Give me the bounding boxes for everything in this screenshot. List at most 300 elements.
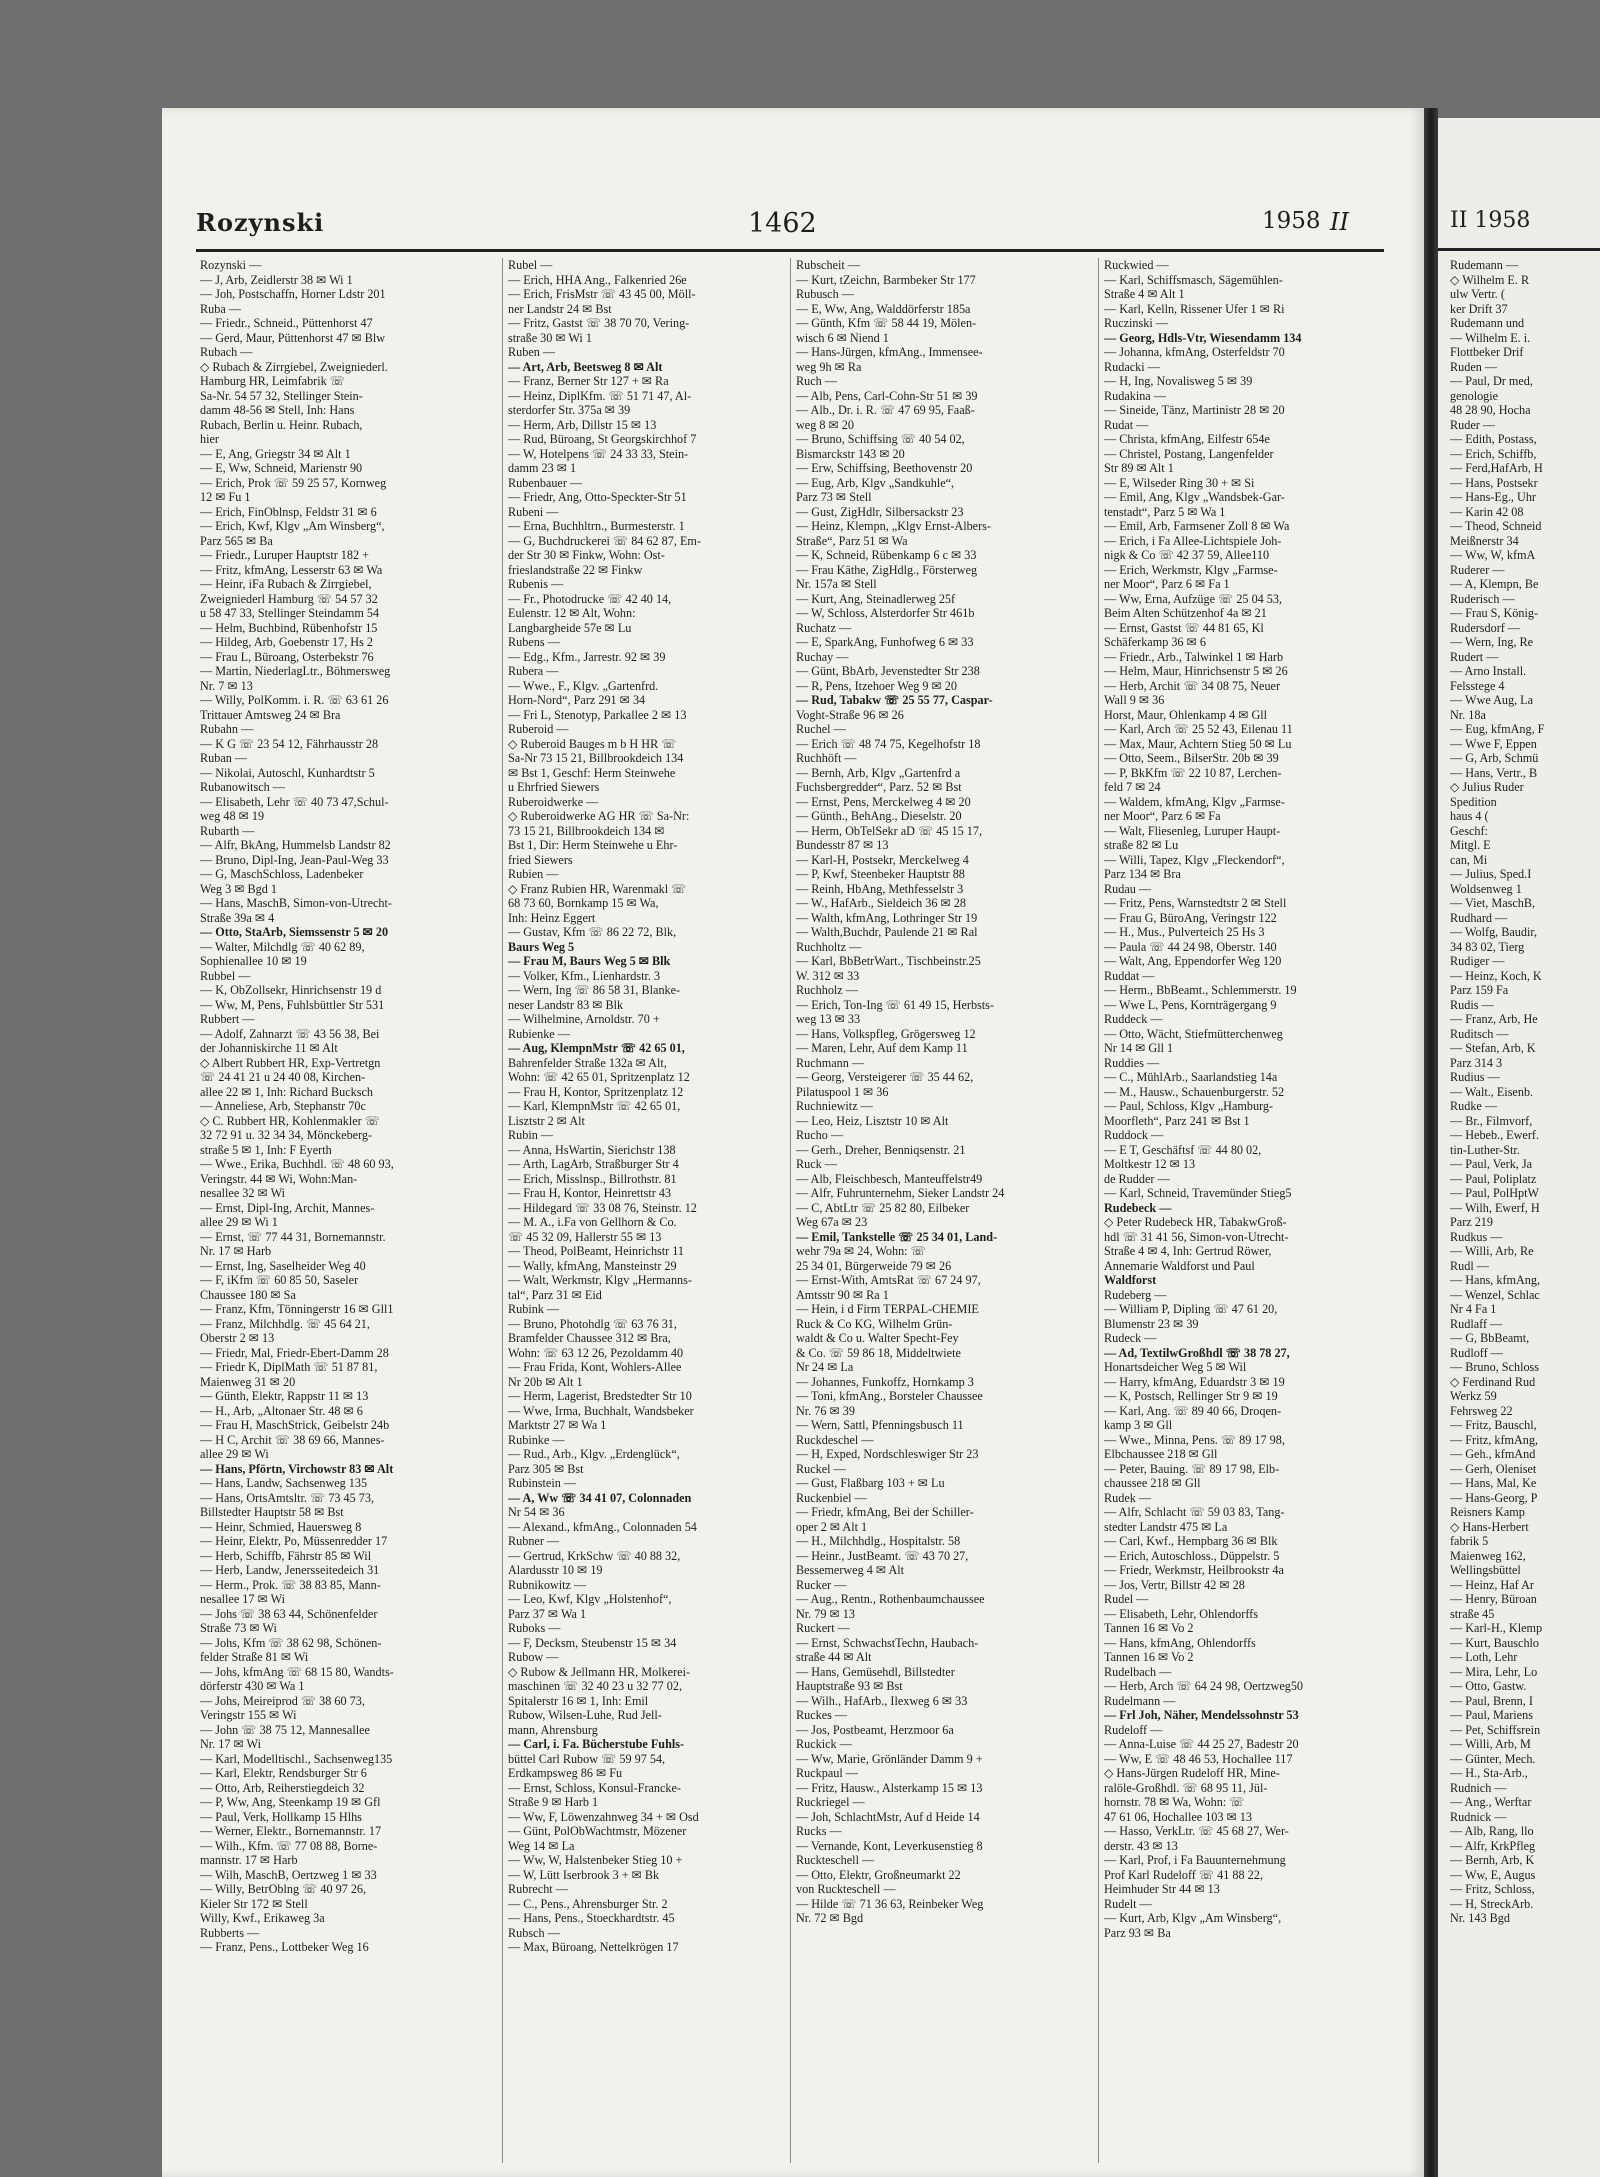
directory-entry-line: — Werner, Elektr., Bornemannstr. 17 xyxy=(200,1824,382,1838)
directory-entry-line: Veringstr 155 ✉ Wi xyxy=(200,1708,297,1722)
adjacent-entry-line: — Fritz, Schloss, xyxy=(1450,1882,1535,1896)
directory-entry-line: Nr. 7 ✉ 13 xyxy=(200,678,253,693)
directory-entry-line: Ruboks — xyxy=(508,1621,561,1635)
directory-entry-line: — E, Ww, Schneid, Marienstr 90 xyxy=(200,461,363,475)
adjacent-entry-line: — Alb, Rang, llo xyxy=(1450,1824,1534,1838)
directory-entry-line: — H., Mus., Pulverteich 25 Hs 3 xyxy=(1104,925,1265,939)
directory-entry-line: — G, Buchdruckerei ☏ 84 62 87, Em- xyxy=(508,533,701,548)
directory-entry-line: Nr. 157a ✉ Stell xyxy=(796,577,877,591)
adjacent-entry-line: — Paul, Dr med, xyxy=(1450,374,1533,388)
adjacent-entry-line: Rudius — xyxy=(1450,1070,1500,1084)
directory-entry-line: ner Landstr 24 ✉ Bst xyxy=(508,301,612,316)
directory-entry-line: — Johs, Kfm ☏ 38 62 98, Schönen- xyxy=(200,1635,382,1650)
directory-entry-line: — Fritz, kfmAng, Lesserstr 63 ✉ Wa xyxy=(200,562,383,577)
directory-entry-line: — Emil, Tankstelle ☏ 25 34 01, Land- xyxy=(796,1229,998,1244)
directory-entry-line: Rubusch — xyxy=(796,287,854,301)
directory-entry-line: Rubach — xyxy=(200,345,253,359)
directory-entry-line: — Ernst, Pens, Merckelweg 4 ✉ 20 xyxy=(796,794,971,809)
directory-entry-line: Trittauer Amtsweg 24 ✉ Bra xyxy=(200,707,341,722)
directory-entry-line: — Heinr, Elektr, Po, Müssenredder 17 xyxy=(200,1534,388,1548)
directory-entry-line: — Wwe., Erika, Buchhdl. ☏ 48 60 93, xyxy=(200,1157,394,1171)
directory-entry-line: weg 48 ✉ 19 xyxy=(200,809,265,823)
directory-entry-line: & Co. ☏ 59 86 18, Middeltwiete xyxy=(796,1345,961,1360)
directory-entry-line: — Frau M, Baurs Weg 5 ✉ Blk xyxy=(508,954,671,968)
directory-entry-line: Ruchholz — xyxy=(796,983,858,997)
directory-entry-line: Nr. 76 ✉ 39 xyxy=(796,1403,855,1418)
column-divider xyxy=(502,258,503,2163)
directory-entry-line: — Otto, Wächt, Stiefmütterchenweg xyxy=(1104,1026,1283,1041)
directory-entry-line: — Franz, Milchhdlg. ☏ 45 64 21, xyxy=(200,1316,370,1331)
adjacent-entry-line: — Henry, Büroan xyxy=(1450,1592,1537,1606)
directory-entry-line: Ruchatz — xyxy=(796,620,852,635)
directory-entry-line: — Eug, Arb, Klgv „Sandkuhle“, xyxy=(796,475,955,490)
directory-entry-line: — Ww, Erna, Aufzüge ☏ 25 04 53, xyxy=(1104,591,1283,606)
directory-entry-line: — Willy, BetrOblng ☏ 40 97 26, xyxy=(200,1882,367,1896)
directory-entry-line: — Arth, LagArb, Straßburger Str 4 xyxy=(508,1157,679,1171)
adjacent-entry-line: Ruderisch — xyxy=(1450,591,1515,606)
directory-entry-line: — Rud, Tabakw ☏ 25 55 77, Caspar- xyxy=(796,693,993,707)
directory-entry-line: Ruckes — xyxy=(796,1708,848,1722)
adjacent-entry-line: — Alfr, KrkPfleg xyxy=(1450,1838,1536,1853)
directory-entry-line: Rubinstein — xyxy=(508,1476,577,1490)
adjacent-entry-line: — Geh., kfmAnd xyxy=(1450,1447,1536,1461)
directory-entry-line: weg 13 ✉ 33 xyxy=(796,1012,861,1026)
directory-entry-line: dörferstr 430 ✉ Wa 1 xyxy=(200,1679,305,1693)
directory-entry-line: Rubenbauer — xyxy=(508,475,583,490)
directory-entry-line: 25 34 01, Bürgerweide 79 ✉ 26 xyxy=(796,1258,952,1273)
directory-entry-line: — Paul, Schloss, Klgv „Hamburg- xyxy=(1104,1099,1274,1113)
column-divider xyxy=(1098,258,1099,2163)
directory-entry-line: Rudek — xyxy=(1104,1490,1152,1505)
directory-entry-line: Nr 54 ✉ 36 xyxy=(508,1505,565,1519)
directory-entry-line: Ruddock — xyxy=(1104,1128,1164,1142)
directory-entry-line: Parz 93 ✉ Ba xyxy=(1104,1925,1171,1940)
directory-entry-line: — Bruno, Schiffsing ☏ 40 54 02, xyxy=(796,432,965,446)
directory-column-2 xyxy=(508,258,766,2168)
adjacent-entry-line: — Mira, Lehr, Lo xyxy=(1450,1664,1538,1679)
adjacent-entry-line: — Paul, PolHptW xyxy=(1450,1186,1540,1200)
directory-entry-line: mann, Ahrensburg xyxy=(508,1722,598,1737)
directory-entry-line: — Ernst, Dipl-Ing, Archit, Mannes- xyxy=(200,1200,375,1215)
directory-entry-line: Ruban — xyxy=(200,751,248,765)
directory-entry-line: Rudel — xyxy=(1104,1592,1149,1606)
directory-entry-line: — Ww, M, Pens, Fuhlsbüttler Str 531 xyxy=(200,997,385,1012)
directory-entry-line: — Georg, Versteigerer ☏ 35 44 62, xyxy=(796,1070,974,1084)
directory-entry-line: Parz 73 ✉ Stell xyxy=(796,490,872,504)
directory-entry-line: — Ad, TextilwGroßhdl ☏ 38 78 27, xyxy=(1104,1345,1290,1360)
directory-entry-line: — Hans, Gemüsehdl, Billstedter xyxy=(796,1664,955,1679)
directory-entry-line: Alardusstr 10 ✉ 19 xyxy=(508,1563,603,1577)
directory-entry-line: — Herb, Schiffb, Fährstr 85 ✉ Wil xyxy=(200,1548,372,1563)
directory-entry-line: Chaussee 180 ✉ Sa xyxy=(200,1287,296,1302)
directory-entry-line: Rubach, Berlin u. Heinr. Rubach, xyxy=(200,417,363,432)
adjacent-entry-line: — A, Klempn, Be xyxy=(1450,577,1539,591)
directory-entry-line: Erdkampsweg 86 ✉ Fu xyxy=(508,1766,623,1780)
adjacent-entry-line: — Wwe F, Eppen xyxy=(1450,736,1537,751)
directory-entry-line: waldt & Co u. Walter Specht-Fey xyxy=(796,1331,959,1345)
directory-entry-line: — Johs, kfmAng ☏ 68 15 80, Wandts- xyxy=(200,1664,394,1679)
directory-entry-line: — Anna-Luise ☏ 44 25 27, Badestr 20 xyxy=(1104,1737,1299,1751)
directory-entry-line: — Maren, Lehr, Auf dem Kamp 11 xyxy=(796,1041,968,1055)
directory-entry-line: — Willi, Tapez, Klgv „Fleckendorf“, xyxy=(1104,852,1285,867)
directory-entry-line: der Johanniskirche 11 ✉ Alt xyxy=(200,1041,338,1055)
directory-entry-line: Elbchaussee 218 ✉ Gll xyxy=(1104,1447,1218,1461)
adjacent-entry-line: ◇ Julius Ruder xyxy=(1450,780,1524,794)
directory-entry-line: Rubera — xyxy=(508,664,559,678)
directory-entry-line: Schäferkamp 36 ✉ 6 xyxy=(1104,635,1206,649)
directory-entry-line: de Rudder — xyxy=(1104,1171,1170,1186)
adjacent-entry-line: — Willi, Arb, M xyxy=(1450,1737,1531,1751)
adjacent-entry-line: — Paul, Brenn, I xyxy=(1450,1693,1533,1708)
directory-entry-line: Bahrenfelder Straße 132a ✉ Alt, xyxy=(508,1055,667,1070)
directory-entry-line: — Erich, Prok ☏ 59 25 57, Kornweg xyxy=(200,475,387,490)
book-gutter xyxy=(1424,108,1438,2177)
directory-entry-line: — Karl, KlempnMstr ☏ 42 65 01, xyxy=(508,1099,681,1113)
directory-entry-line: — Karl, Arch ☏ 25 52 43, Eilenau 11 xyxy=(1104,722,1293,736)
adjacent-entry-line: — Ang., Werftar xyxy=(1450,1795,1532,1809)
directory-entry-line: weg 8 ✉ 20 xyxy=(796,417,854,432)
directory-entry-line: hornstr. 78 ✉ Wa, Wohn: ☏ xyxy=(1104,1795,1245,1809)
directory-entry-line: — Jos, Postbeamt, Herzmoor 6a xyxy=(796,1722,954,1737)
directory-entry-line: maschinen ☏ 32 40 23 u 32 77 02, xyxy=(508,1679,682,1693)
directory-entry-line: Blumenstr 23 ✉ 39 xyxy=(1104,1316,1199,1331)
directory-entry-line: 32 72 91 u. 32 34 34, Mönckeberg- xyxy=(200,1128,373,1142)
directory-entry-line: Straße 73 ✉ Wi xyxy=(200,1621,277,1635)
directory-entry-line: — Erna, Buchhltrn., Burmesterstr. 1 xyxy=(508,519,685,533)
directory-entry-line: — Herb, Arch ☏ 64 24 98, Oertzweg50 xyxy=(1104,1679,1304,1693)
directory-entry-line: — Leo, Heiz, Lisztstr 10 ✉ Alt xyxy=(796,1113,949,1128)
directory-entry-line: — Günth, Kfm ☏ 58 44 19, Mölen- xyxy=(796,316,977,330)
directory-entry-line: Weg 14 ✉ La xyxy=(508,1838,575,1853)
directory-entry-line: Parz 565 ✉ Ba xyxy=(200,533,273,548)
directory-entry-line: Rubner — xyxy=(508,1534,560,1548)
directory-entry-line: Rubink — xyxy=(508,1302,560,1316)
directory-entry-line: Moorfleth“, Parz 241 ✉ Bst 1 xyxy=(1104,1113,1250,1128)
directory-entry-line: Rubinke — xyxy=(508,1432,565,1447)
adjacent-entry-line: Rudhard — xyxy=(1450,910,1508,925)
directory-entry-line: — Wwe L, Pens, Kornträgergang 9 xyxy=(1104,997,1277,1012)
directory-entry-line: Rubberts — xyxy=(200,1925,260,1940)
adjacent-entry-line: Nr 4 Fa 1 xyxy=(1450,1302,1497,1316)
adjacent-entry-line: — Loth, Lehr xyxy=(1450,1650,1518,1664)
directory-entry-line: — Hein, i d Firm TERPAL-CHEMIE xyxy=(796,1302,979,1316)
directory-entry-line: — Gertrud, KrkSchw ☏ 40 88 32, xyxy=(508,1548,681,1563)
directory-entry-line: — Fr., Photodrucke ☏ 42 40 14, xyxy=(508,591,672,606)
directory-entry-line: — Otto, Seem., BilserStr. 20b ✉ 39 xyxy=(1104,751,1279,765)
directory-entry-line: — Heinr., JustBeamt. ☏ 43 70 27, xyxy=(796,1548,969,1563)
directory-entry-line: Bramfelder Chaussee 312 ✉ Bra, xyxy=(508,1331,671,1345)
directory-entry-line: Bessemerweg 4 ✉ Alt xyxy=(796,1563,905,1577)
directory-entry-line: — G, MaschSchloss, Ladenbeker xyxy=(200,867,364,881)
directory-entry-line: Straße 4 ✉ Alt 1 xyxy=(1104,287,1185,301)
directory-entry-line: — E, SparkAng, Funhofweg 6 ✉ 33 xyxy=(796,635,974,649)
adjacent-entry-line: — Wwe Aug, La xyxy=(1450,693,1534,707)
directory-entry-line: Rudat — xyxy=(1104,417,1149,432)
adjacent-entry-line: — Hans, Mal, Ke xyxy=(1450,1476,1537,1490)
directory-entry-line: Ruckteschell — xyxy=(796,1853,875,1867)
directory-entry-line: Straße 39a ✉ 4 xyxy=(200,910,275,925)
directory-entry-line: — Wilhelmine, Arnoldstr. 70 + xyxy=(508,1012,660,1026)
directory-entry-line: — H, Ing, Novalisweg 5 ✉ 39 xyxy=(1104,374,1253,388)
directory-entry-line: von Ruckteschell — xyxy=(796,1882,896,1896)
directory-entry-line: felder Straße 81 ✉ Wi xyxy=(200,1650,309,1664)
directory-entry-line: — Hans, Landw, Sachsenweg 135 xyxy=(200,1476,368,1490)
directory-entry-line: — Erich, i Fa Allee-Lichtspiele Joh- xyxy=(1104,533,1282,548)
directory-entry-line: Ruckenbiel — xyxy=(796,1490,867,1505)
running-head-year: 1958 xyxy=(1262,208,1321,234)
directory-entry-line: — Alb, Fleischbesch, Manteuffelstr49 xyxy=(796,1171,983,1186)
adjacent-entry-line: — G, BbBeamt, xyxy=(1450,1331,1530,1345)
directory-entry-line: W. 312 ✉ 33 xyxy=(796,968,860,983)
adjacent-entry-line: Parz 314 3 xyxy=(1450,1055,1503,1070)
directory-entry-line: ◇ Hans-Jürgen Rudeloff HR, Mine- xyxy=(1104,1766,1280,1780)
directory-entry-line: Ruddies — xyxy=(1104,1055,1160,1070)
directory-entry-line: Straße“, Parz 51 ✉ Wa xyxy=(796,533,908,548)
directory-entry-line: — Franz, Pens., Lottbeker Weg 16 xyxy=(200,1940,369,1954)
directory-entry-line: — Anna, HsWartin, Sierichstr 138 xyxy=(508,1142,676,1157)
directory-entry-line: — Emil, Ang, Klgv „Wandsbek-Gar- xyxy=(1104,490,1285,504)
directory-entry-line: — Max, Büroang, Nettelkrögen 17 xyxy=(508,1940,679,1954)
directory-entry-line: Voght-Straße 96 ✉ 26 xyxy=(796,707,904,722)
directory-entry-line: Ruddat — xyxy=(1104,968,1155,983)
directory-entry-line: straße 5 ✉ 1, Inh: F Eyerth xyxy=(200,1142,332,1157)
directory-entry-line: Langbargheide 57e ✉ Lu xyxy=(508,620,632,635)
adjacent-entry-line: 48 28 90, Hocha xyxy=(1450,403,1531,417)
adjacent-entry-line: haus 4 ( xyxy=(1450,809,1489,823)
directory-entry-line: — Art, Arb, Beetsweg 8 ✉ Alt xyxy=(508,359,663,374)
directory-entry-line: Fuchsbergredder“, Parz. 52 ✉ Bst xyxy=(796,780,962,794)
directory-entry-line: — Heinr, Schmied, Hauersweg 8 xyxy=(200,1519,362,1534)
adjacent-entry-line: Ruderer — xyxy=(1450,562,1505,577)
directory-entry-line: — Erich, FrisMstr ☏ 43 45 00, Möll- xyxy=(508,287,696,301)
directory-entry-line: — Frau Käthe, ZigHdlg., Försterweg xyxy=(796,562,978,577)
adjacent-entry-line: — Wilh, Ewerf, H xyxy=(1450,1200,1540,1215)
directory-entry-line: ◇ Rubach & Zirrgiebel, Zweigniederl. xyxy=(200,359,388,374)
directory-entry-line: — Fritz, Pens, Warnstedtstr 2 ✉ Stell xyxy=(1104,896,1287,910)
directory-entry-line: — Aug., Rentn., Rothenbaumchaussee xyxy=(796,1592,985,1606)
directory-entry-line: Rubnikowitz — xyxy=(508,1577,587,1592)
directory-entry-line: u 58 47 33, Stellinger Steindamm 54 xyxy=(200,606,380,620)
directory-entry-line: Rudelmann — xyxy=(1104,1693,1176,1708)
directory-entry-line: wisch 6 ✉ Niend 1 xyxy=(796,330,889,345)
directory-entry-line: Str 89 ✉ Alt 1 xyxy=(1104,461,1174,475)
directory-entry-line: Rubien — xyxy=(508,867,559,881)
directory-entry-line: Rudeberg — xyxy=(1104,1287,1167,1302)
directory-entry-line: Marktstr 27 ✉ Wa 1 xyxy=(508,1418,607,1432)
directory-entry-line: Ruckert — xyxy=(796,1621,850,1635)
directory-entry-line: — Christel, Postang, Langenfelder xyxy=(1104,446,1274,461)
adjacent-entry-line: tin-Luther-Str. xyxy=(1450,1142,1520,1157)
directory-entry-line: — Ernst-With, AmtsRat ☏ 67 24 97, xyxy=(796,1273,981,1287)
adjacent-entry-line: Rudemann und xyxy=(1450,316,1525,330)
directory-column-3 xyxy=(796,258,1054,2168)
directory-entry-line: Ruck — xyxy=(796,1157,837,1171)
directory-entry-line: — Walth, kfmAng, Lothringer Str 19 xyxy=(796,910,978,925)
directory-entry-line: kamp 3 ✉ Gll xyxy=(1104,1418,1173,1432)
directory-entry-line: — Frau H, Kontor, Heinrettstr 43 xyxy=(508,1186,672,1200)
directory-entry-line: straße 30 ✉ Wi 1 xyxy=(508,330,592,345)
adjacent-entry-line: Wellingsbüttel xyxy=(1450,1563,1521,1577)
directory-entry-line: — Alfr, BkAng, Hummelsb Landstr 82 xyxy=(200,838,391,852)
directory-entry-line: — Ernst, Ing, Saselheider Weg 40 xyxy=(200,1258,366,1273)
adjacent-entry-line: Parz 219 xyxy=(1450,1215,1493,1229)
directory-entry-line: — Helm, Buchbind, Rübenhofstr 15 xyxy=(200,620,378,635)
running-head-part: II xyxy=(1330,208,1349,236)
adjacent-entry-line: Woldsenweg 1 xyxy=(1450,881,1522,896)
directory-entry-line: — F, iKfm ☏ 60 85 50, Saseler xyxy=(200,1273,359,1287)
directory-entry-line: Rudelt — xyxy=(1104,1896,1152,1911)
directory-entry-line: — Gerd, Maur, Püttenhorst 47 ✉ Blw xyxy=(200,330,386,345)
directory-entry-line: — Kurt, Ang, Steinadlerweg 25f xyxy=(796,591,956,606)
directory-entry-line: Ruckdeschel — xyxy=(796,1432,874,1447)
directory-entry-line: — Günt, BbArb, Jevenstedter Str 238 xyxy=(796,664,980,678)
directory-entry-line: — Walt, Ang, Eppendorfer Weg 120 xyxy=(1104,954,1282,968)
directory-entry-line: — Peter, Bauing. ☏ 89 17 98, Elb- xyxy=(1104,1461,1280,1476)
directory-entry-line: Wohn: ☏ 42 65 01, Spritzenplatz 12 xyxy=(508,1070,690,1084)
directory-entry-line: — Walter, Milchdlg ☏ 40 62 89, xyxy=(200,939,365,954)
directory-entry-line: Ruchay — xyxy=(796,649,849,664)
directory-entry-line: — Wern, Sattl, Pfenningsbusch 11 xyxy=(796,1418,964,1432)
directory-entry-line: 68 73 60, Bornkamp 15 ✉ Wa, xyxy=(508,896,659,910)
directory-entry-line: Parz 37 ✉ Wa 1 xyxy=(508,1606,587,1621)
adjacent-entry-line: — Willi, Arb, Re xyxy=(1450,1244,1534,1258)
directory-entry-line: — Aug, KlempnMstr ☏ 42 65 01, xyxy=(508,1041,685,1055)
directory-entry-line: — A, Ww ☏ 34 41 07, Colonnaden xyxy=(508,1490,692,1505)
directory-entry-line: — Friedr, Werkmstr, Heilbrookstr 4a xyxy=(1104,1563,1284,1577)
adjacent-entry-line: Werkz 59 xyxy=(1450,1389,1497,1403)
directory-entry-line: der Str 30 ✉ Finkw, Wohn: Ost- xyxy=(508,548,665,562)
directory-entry-line: tal“, Parz 31 ✉ Eid xyxy=(508,1287,602,1302)
adjacent-entry-line: Rudloff — xyxy=(1450,1345,1503,1360)
directory-entry-line: — Günth., BehAng., Dieselstr. 20 xyxy=(796,809,962,823)
directory-column-4 xyxy=(1104,258,1362,2168)
directory-entry-line: Hauptstraße 93 ✉ Bst xyxy=(796,1679,903,1693)
directory-entry-line: — Frau Frida, Kont, Wohlers-Allee xyxy=(508,1360,682,1374)
directory-entry-line: — Erich ☏ 48 74 75, Kegelhofstr 18 xyxy=(796,736,981,751)
adjacent-entry-line: can, Mi xyxy=(1450,852,1488,867)
directory-entry-line: — C., Pens., Ahrensburger Str. 2 xyxy=(508,1896,668,1911)
directory-entry-line: Ruckel — xyxy=(796,1461,846,1476)
directory-entry-line: — Erich, Kwf, Klgv „Am Winsberg“, xyxy=(200,519,385,533)
directory-entry-line: — Ernst, SchwachstTechn, Haubach- xyxy=(796,1635,979,1650)
adjacent-entry-line: — Bruno, Schloss xyxy=(1450,1360,1540,1374)
adjacent-entry-line: — Fritz, Bauschl, xyxy=(1450,1418,1537,1432)
directory-entry-line: — Friedr, Ang, Otto-Speckter-Str 51 xyxy=(508,490,687,504)
directory-entry-line: ralöle-Großhdl. ☏ 68 95 11, Jül- xyxy=(1104,1780,1268,1795)
directory-entry-line: — J, Arb, Zeidlerstr 38 ✉ Wi 1 xyxy=(200,272,353,287)
directory-entry-line: — C., MühlArb., Saarlandstieg 14a xyxy=(1104,1070,1278,1084)
directory-entry-line: Annemarie Waldforst und Paul xyxy=(1104,1258,1255,1273)
adjacent-entry-line: Rudke — xyxy=(1450,1099,1498,1113)
directory-entry-line: — Alexand., kfmAng., Colonnaden 54 xyxy=(508,1519,697,1534)
directory-entry-line: fried Siewers xyxy=(508,852,573,867)
adjacent-entry-line: — Heinz, Haf Ar xyxy=(1450,1577,1534,1592)
directory-entry-line: — Erich, Misslnsp., Billrothstr. 81 xyxy=(508,1171,677,1186)
adjacent-entry-line: — Hans-Eg., Uhr xyxy=(1450,490,1536,504)
directory-entry-line: Sa-Nr 73 15 21, Billbrookdeich 134 xyxy=(508,751,684,765)
adjacent-entry-line: — Wenzel, Schlac xyxy=(1450,1287,1540,1302)
directory-entry-line: Rubel — xyxy=(508,258,553,272)
directory-entry-line: Veringstr. 44 ✉ Wi, Wohn:Man- xyxy=(200,1171,358,1186)
header-rule xyxy=(196,249,1384,252)
directory-entry-line: — Bruno, Dipl-Ing, Jean-Paul-Weg 33 xyxy=(200,852,389,867)
directory-entry-line: — Paula ☏ 44 24 98, Oberstr. 140 xyxy=(1104,939,1277,954)
directory-entry-line: Waldforst xyxy=(1104,1273,1157,1287)
directory-entry-line: Rubrecht — xyxy=(508,1882,568,1896)
directory-entry-line: Eulenstr. 12 ✉ Alt, Wohn: xyxy=(508,606,636,620)
directory-entry-line: damm 48-56 ✉ Stell, Inh: Hans xyxy=(200,403,355,417)
adjacent-entry-line: — Ferd,HafArb, H xyxy=(1450,461,1543,475)
adjacent-entry-line: Flottbeker Drif xyxy=(1450,345,1524,359)
directory-entry-line: Rubow, Wilsen-Luhe, Rud Jell- xyxy=(508,1708,662,1722)
directory-entry-line: Ruchhöft — xyxy=(796,751,857,765)
directory-entry-line: — Walth,Buchdr, Paulende 21 ✉ Ral xyxy=(796,925,978,939)
directory-entry-line: 12 ✉ Fu 1 xyxy=(200,490,251,504)
adjacent-entry-line: — Kurt, Bauschlo xyxy=(1450,1635,1540,1650)
directory-entry-line: Pilatuspool 1 ✉ 36 xyxy=(796,1084,889,1099)
adjacent-entry-line: — Bernh, Arb, K xyxy=(1450,1853,1535,1867)
directory-entry-line: — Wilh, MaschB, Oertzweg 1 ✉ 33 xyxy=(200,1867,377,1882)
directory-entry-line: — Karl, Ang. ☏ 89 40 66, Droqen- xyxy=(1104,1403,1282,1418)
adjacent-entry-line: Felsstege 4 xyxy=(1450,678,1505,693)
directory-entry-line: — Wern, Ing ☏ 86 58 31, Blanke- xyxy=(508,983,681,997)
directory-entry-line: — Karl, Kelln, Rissener Ufer 1 ✉ Ri xyxy=(1104,301,1285,316)
directory-entry-line: — Erw, Schiffsing, Beethovenstr 20 xyxy=(796,461,973,475)
directory-entry-line: Ruckwied — xyxy=(1104,258,1169,272)
directory-entry-line: Wall 9 ✉ 36 xyxy=(1104,693,1165,707)
directory-entry-line: — Toni, kfmAng., Borsteler Chaussee xyxy=(796,1389,983,1403)
directory-entry-line: Rudeloff — xyxy=(1104,1722,1163,1737)
adjacent-entry-line: — Hans, Vertr., B xyxy=(1450,765,1538,780)
directory-entry-line: — Ww, W, Halstenbeker Stieg 10 + xyxy=(508,1853,683,1867)
directory-entry-line: Bst 1, Dir: Herm Steinwehe u Ehr- xyxy=(508,838,678,852)
directory-entry-line: weg 9h ✉ Ra xyxy=(796,359,862,374)
directory-entry-line: — Gust, Flaßbarg 103 + ✉ Lu xyxy=(796,1476,945,1490)
adjacent-entry-line: Rudlaff — xyxy=(1450,1316,1503,1331)
page-number: 1462 xyxy=(748,208,817,239)
directory-entry-line: Straße 9 ✉ Harb 1 xyxy=(508,1795,599,1809)
directory-entry-line: — E, Ang, Griegstr 34 ✉ Alt 1 xyxy=(200,446,351,461)
directory-entry-line: hier xyxy=(200,432,219,446)
directory-entry-line: — Max, Maur, Achtern Stieg 50 ✉ Lu xyxy=(1104,736,1292,751)
adjacent-entry-line: Rudis — xyxy=(1450,997,1494,1012)
directory-entry-line: Sophienallee 10 ✉ 19 xyxy=(200,954,307,968)
directory-entry-line: — Joh, SchlachtMstr, Auf d Heide 14 xyxy=(796,1809,980,1824)
directory-entry-line: Nr 14 ✉ Gll 1 xyxy=(1104,1041,1174,1055)
directory-entry-line: — Sineide, Tänz, Martinistr 28 ✉ 20 xyxy=(1104,403,1285,417)
adjacent-entry-line: ◇ Wilhelm E. R xyxy=(1450,272,1530,287)
directory-entry-line: — H., Arb, „Altonaer Str. 48 ✉ 6 xyxy=(200,1403,363,1418)
directory-entry-line: Nr. 17 ✉ Harb xyxy=(200,1244,272,1258)
directory-entry-line: — K, Postsch, Rellinger Str 9 ✉ 19 xyxy=(1104,1389,1278,1403)
directory-entry-line: — Heinr, iFa Rubach & Zirrgiebel, xyxy=(200,577,372,591)
adjacent-entry-line: Ruder — xyxy=(1450,417,1496,432)
adjacent-entry-line: — Hans, Postsekr xyxy=(1450,475,1538,490)
adjacent-entry-line: — H., Sta-Arb., xyxy=(1450,1766,1528,1780)
directory-entry-line: — Ww, E ☏ 48 46 53, Hochallee 117 xyxy=(1104,1751,1293,1766)
adjacent-entry-line: Ruden — xyxy=(1450,359,1498,374)
adjacent-entry-line: — Walt., Eisenb. xyxy=(1450,1084,1534,1099)
directory-entry-line: Ruckick — xyxy=(796,1737,852,1751)
directory-entry-line: — Johs ☏ 38 63 44, Schönenfelder xyxy=(200,1606,378,1621)
adjacent-header-rule xyxy=(1438,248,1600,251)
directory-entry-line: ◇ Peter Rudebeck HR, TabakwGroß- xyxy=(1104,1215,1287,1229)
directory-entry-line: Inh: Heinz Eggert xyxy=(508,910,596,925)
directory-entry-line: — Bernh, Arb, Klgv „Gartenfrd a xyxy=(796,765,961,780)
directory-entry-line: Nr. 79 ✉ 13 xyxy=(796,1606,855,1621)
adjacent-entry-line: — Julius, Sped.I xyxy=(1450,867,1532,881)
directory-entry-line: u Ehrfried Siewers xyxy=(508,780,600,794)
